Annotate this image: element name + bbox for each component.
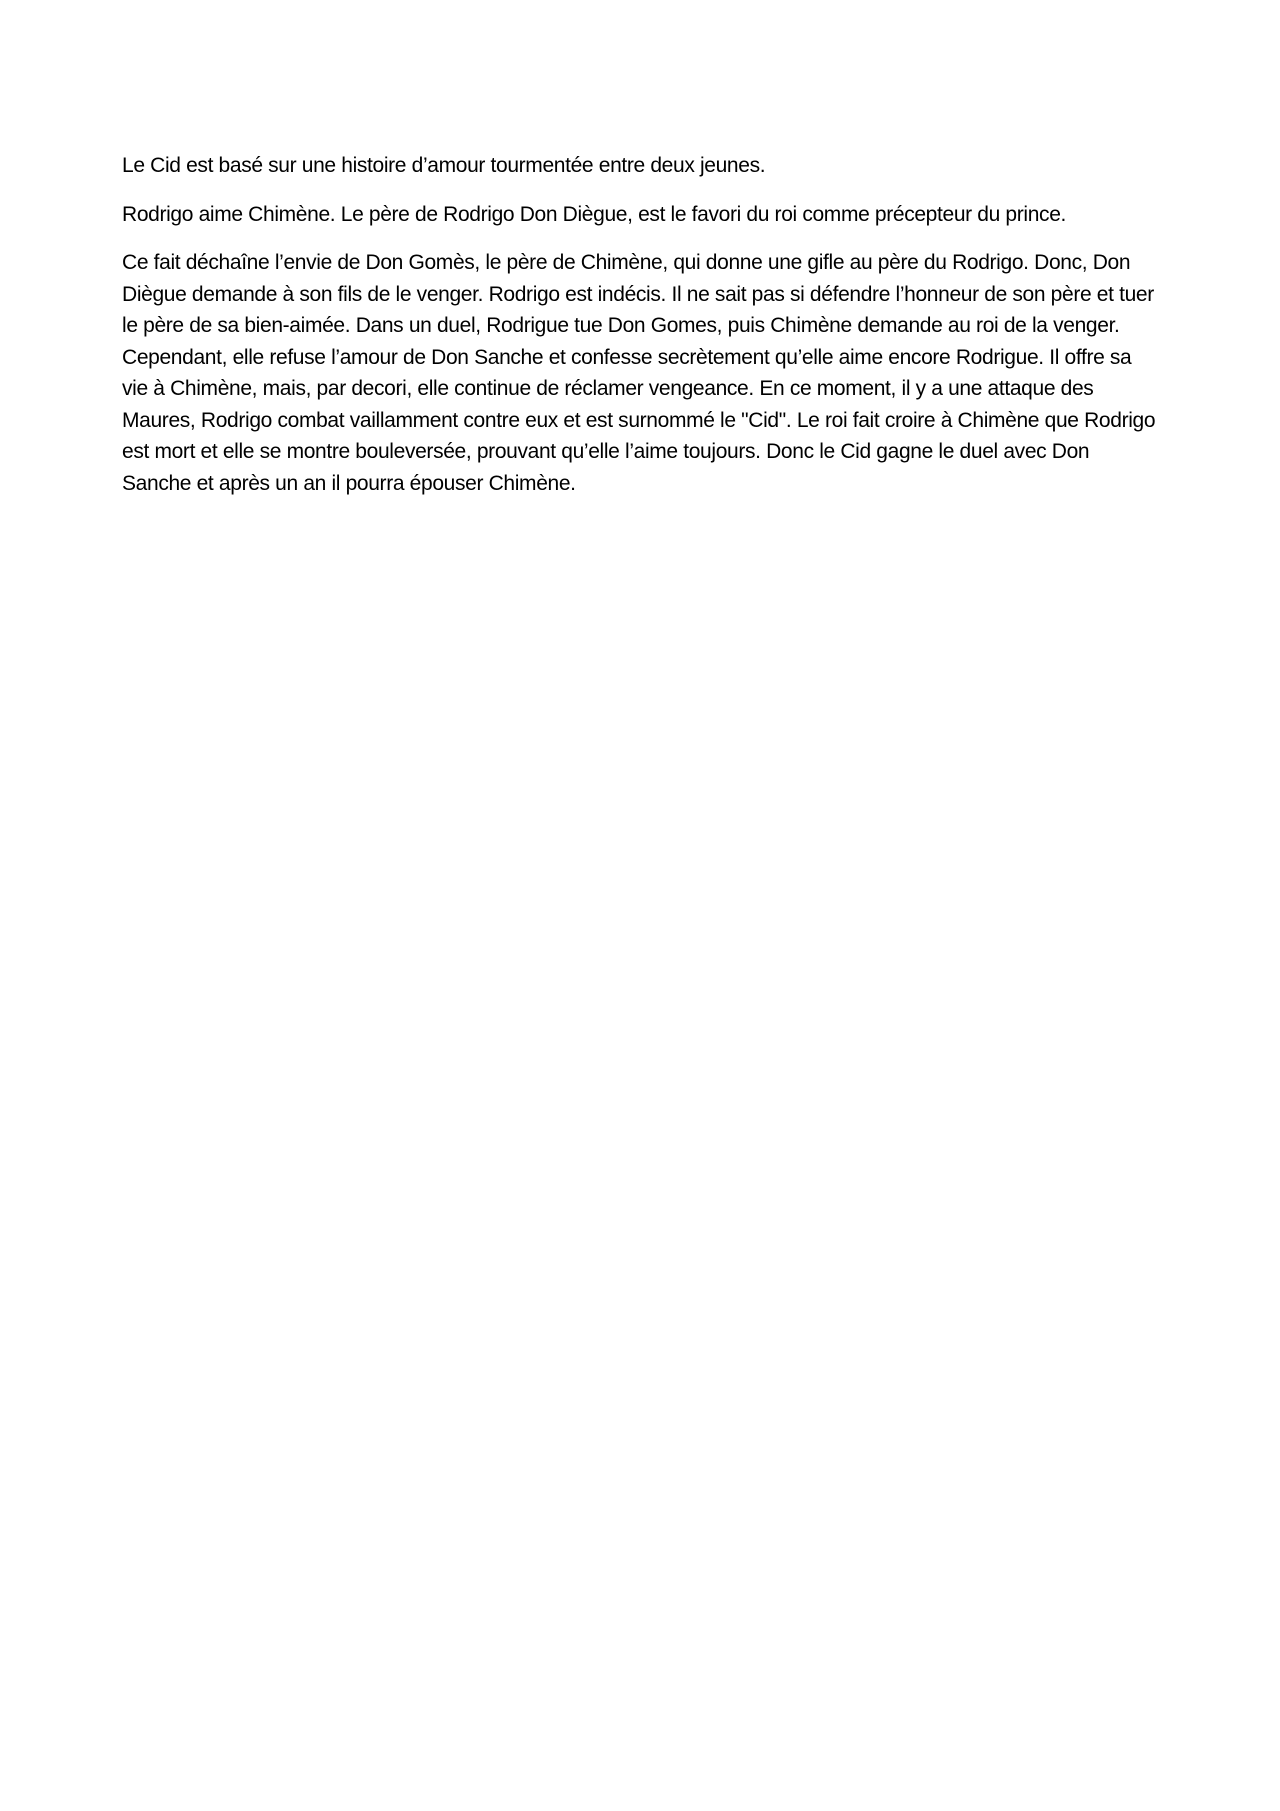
- paragraph-intro: Le Cid est basé sur une histoire d’amour tourmentée entre deux jeunes.: [122, 154, 766, 177]
- document-body: [122, 150, 1162, 516]
- paragraph-plot: Ce fait déchaîne l’envie de Don Gomès, le père de Chimène, qui donne une gifle au père du Rodrigo. Donc, Don Diègue demande à son fils de le venger. Rodrigo est indécis. Il ne sait pas si défendre l’honneur de son père et tuer le père de sa bien-aimée. Dans un duel, Rodrigue tue Don Gomes, puis Chimène demande au roi de la venger. Cependant, elle refuse l’amour de Don Sanche et confesse secrètement qu’elle aime encore Rodrigue. Il offre sa vie à Chimène, mais, par decori, elle continue de réclamer vengeance. En ce moment, il y a une attaque des Maures, Rodrigo combat vaillamment contre eux et est surnommé le "Cid". Le roi fait croire à Chimène que Rodrigo est mort et elle se montre bouleversée, prouvant qu’elle l’aime toujours. Donc le Cid gagne le duel avec Don Sanche et après un an il pourra épouser Chimène.: [122, 251, 1156, 495]
- paragraph-characters: Rodrigo aime Chimène. Le père de Rodrigo Don Diègue, est le favori du roi comme précepteur du prince.: [122, 202, 1067, 226]
